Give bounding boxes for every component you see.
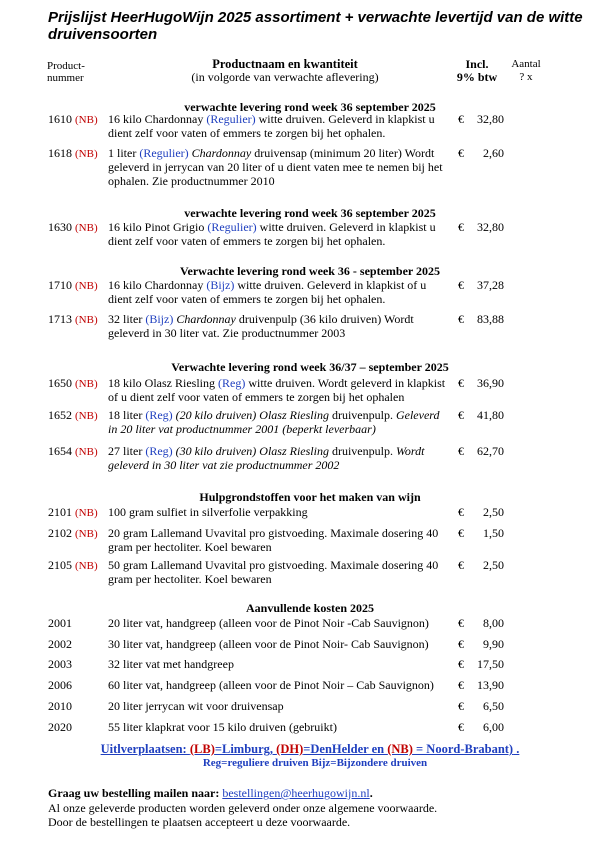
order-email-line bbox=[48, 786, 373, 801]
product-price: 32,80 bbox=[477, 112, 504, 126]
product-number-value: 1654 bbox=[48, 444, 72, 458]
legend-text: . bbox=[513, 742, 520, 756]
grape-category: (Regulier) bbox=[206, 112, 256, 126]
product-number-value: 1713 bbox=[48, 312, 72, 326]
description-text: witte druiven. Geleverd in klapkist u dient zelf voor vaten of emmers te zorgen bij het ophalen. bbox=[108, 220, 436, 248]
header-num-line2: nummer bbox=[47, 72, 84, 84]
euro-sign: € bbox=[458, 558, 464, 572]
product-description bbox=[108, 637, 450, 651]
section-heading: Hulpgrondstoffen voor het maken van wijn bbox=[199, 490, 421, 504]
description-text: Wordt geleverd in 30 liter vat zie productnummer 2002 bbox=[108, 444, 425, 472]
euro-sign: € bbox=[458, 146, 464, 160]
product-price: 9,90 bbox=[483, 637, 504, 651]
description-text: 16 kilo Chardonnay bbox=[108, 112, 207, 126]
product-price: 17,50 bbox=[477, 657, 504, 671]
product-number-value: 2006 bbox=[48, 678, 72, 692]
legend-text: =Limburg, bbox=[214, 742, 277, 756]
product-description bbox=[108, 444, 450, 472]
location-tag: (NB) bbox=[75, 114, 98, 126]
product-price: 13,90 bbox=[477, 678, 504, 692]
product-price: 2,60 bbox=[483, 146, 504, 160]
product-description bbox=[108, 376, 450, 404]
product-number bbox=[48, 376, 98, 391]
product-description bbox=[108, 278, 450, 306]
euro-sign: € bbox=[458, 278, 464, 292]
header-prod-line1: Productnaam en kwantiteit bbox=[212, 57, 358, 71]
section-heading: Verwachte levering rond week 36/37 – september 2025 bbox=[171, 360, 449, 374]
grape-category: (Reg) bbox=[145, 444, 173, 458]
description-text: (20 kilo druiven) Olasz Riesling bbox=[175, 408, 329, 422]
description-text: witte druiven. Geleverd in klapkist u dient zelf voor vaten of emmers te zorgen bij het ophalen. bbox=[108, 112, 435, 140]
product-number bbox=[48, 312, 98, 327]
location-tag: (NB) bbox=[75, 378, 98, 390]
product-number-value: 1710 bbox=[48, 278, 72, 292]
euro-sign: € bbox=[458, 408, 464, 422]
page-title: Prijslijst HeerHugoWijn 2025 assortiment + verwachte levertijd van de witte druivensoorten bbox=[48, 9, 583, 43]
product-number bbox=[48, 657, 72, 671]
product-number bbox=[48, 505, 98, 520]
legend-grape-types: Reg=reguliere druiven Bijz=Bijzondere druiven bbox=[202, 757, 428, 769]
legend-nb: (NB) bbox=[387, 742, 413, 756]
product-number-value: 2010 bbox=[48, 699, 72, 713]
euro-sign: € bbox=[458, 678, 464, 692]
location-tag: (NB) bbox=[75, 446, 98, 458]
euro-sign: € bbox=[458, 720, 464, 734]
legend-lb: (LB) bbox=[189, 742, 215, 756]
header-incl-line1: Incl. bbox=[465, 57, 489, 71]
description-text: 55 liter klapkrat voor 15 kilo druiven (gebruikt) bbox=[108, 720, 337, 734]
product-number-value: 2020 bbox=[48, 720, 72, 734]
product-number-value: 1618 bbox=[48, 146, 72, 160]
product-number-value: 1652 bbox=[48, 408, 72, 422]
product-price: 62,70 bbox=[477, 444, 504, 458]
description-text: 16 kilo Chardonnay bbox=[108, 278, 207, 292]
product-number bbox=[48, 720, 72, 734]
euro-sign: € bbox=[458, 657, 464, 671]
description-text: Chardonnay bbox=[176, 312, 236, 326]
location-tag: (NB) bbox=[75, 410, 98, 422]
location-tag: (NB) bbox=[75, 280, 98, 292]
euro-sign: € bbox=[458, 220, 464, 234]
description-text: witte druiven. Wordt geleverd in klapkist of u dient zelf voor vaten of emmers te zorgen bij het ophalen bbox=[108, 376, 446, 404]
product-price: 2,50 bbox=[483, 558, 504, 572]
product-number-value: 2001 bbox=[48, 616, 72, 630]
product-description bbox=[108, 616, 450, 630]
product-number bbox=[48, 278, 98, 293]
product-number bbox=[48, 112, 98, 127]
description-text: 20 gram Lallemand Uvavital pro gistvoeding. Maximale dosering 40 gram per hectoliter. Koel bewaren bbox=[108, 526, 439, 554]
product-number-value: 2105 bbox=[48, 558, 72, 572]
header-num-line1: Product- bbox=[47, 60, 85, 72]
terms-text bbox=[48, 801, 588, 829]
location-tag: (NB) bbox=[75, 314, 98, 326]
description-text: druivensap (minimum 20 liter) Wordt geleverd in jerrycan van 20 liter of u dient vaten mee te nemen bij het ophalen. Zie productnummer 2010 bbox=[108, 146, 443, 188]
product-number bbox=[48, 220, 98, 235]
order-email-end: . bbox=[369, 786, 373, 800]
euro-sign: € bbox=[458, 312, 464, 326]
grape-category: (Bijz) bbox=[145, 312, 174, 326]
euro-sign: € bbox=[458, 637, 464, 651]
product-number bbox=[48, 637, 72, 651]
location-tag: (NB) bbox=[75, 507, 98, 519]
euro-sign: € bbox=[458, 616, 464, 630]
euro-sign: € bbox=[458, 505, 464, 519]
legend-text: Uitlverplaatsen: bbox=[100, 742, 190, 756]
product-description bbox=[108, 505, 450, 519]
order-email-link[interactable]: bestellingen@heerhugowijn.nl bbox=[222, 786, 370, 800]
product-description bbox=[108, 312, 450, 340]
product-number bbox=[48, 699, 72, 713]
product-number-value: 1630 bbox=[48, 220, 72, 234]
description-text: 50 gram Lallemand Uvavital pro gistvoeding. Maximale dosering 40 gram per hectoliter. Koel bewaren bbox=[108, 558, 439, 586]
header-product-name bbox=[140, 58, 430, 84]
product-price: 32,80 bbox=[477, 220, 504, 234]
product-price: 1,50 bbox=[483, 526, 504, 540]
grape-category: (Reg) bbox=[218, 376, 246, 390]
product-description bbox=[108, 408, 450, 436]
product-number-value: 2003 bbox=[48, 657, 72, 671]
product-price: 41,80 bbox=[477, 408, 504, 422]
product-number bbox=[48, 444, 98, 459]
description-text: 32 liter vat met handgreep bbox=[108, 657, 234, 671]
terms-line2: Door de bestellingen te plaatsen accepteert u deze voorwaarde. bbox=[48, 815, 351, 829]
description-text: 18 liter bbox=[108, 408, 146, 422]
product-number-value: 2102 bbox=[48, 526, 72, 540]
grape-category: (Regulier) bbox=[139, 146, 189, 160]
header-product-number bbox=[47, 60, 107, 84]
product-number bbox=[48, 616, 72, 630]
description-text: 27 liter bbox=[108, 444, 146, 458]
product-description bbox=[108, 657, 450, 671]
product-price: 83,88 bbox=[477, 312, 504, 326]
euro-sign: € bbox=[458, 376, 464, 390]
description-text: 16 kilo Pinot Grigio bbox=[108, 220, 208, 234]
description-text: druivenpulp (36 kilo druiven) Wordt geleverd in 30 liter vat. Zie productnummer 2003 bbox=[108, 312, 414, 340]
header-prod-line2: (in volgorde van verwachte aflevering) bbox=[191, 70, 379, 84]
description-text: Chardonnay bbox=[191, 146, 252, 160]
product-description bbox=[108, 720, 450, 734]
product-description bbox=[108, 112, 450, 140]
product-price: 36,90 bbox=[477, 376, 504, 390]
header-aantal-line2: ? x bbox=[519, 71, 533, 83]
location-tag: (NB) bbox=[75, 148, 98, 160]
section-heading: verwachte levering rond week 36 september 2025 bbox=[184, 100, 436, 114]
description-text: 32 liter bbox=[108, 312, 146, 326]
product-description bbox=[108, 558, 450, 586]
product-price: 2,50 bbox=[483, 505, 504, 519]
euro-sign: € bbox=[458, 112, 464, 126]
description-text: 60 liter vat, handgreep (alleen voor de Pinot Noir – Cab Sauvignon) bbox=[108, 678, 434, 692]
location-tag: (NB) bbox=[75, 560, 98, 572]
product-number bbox=[48, 526, 98, 541]
header-incl-line2: 9% btw bbox=[456, 70, 498, 84]
description-text: (30 kilo druiven) Olasz Riesling bbox=[175, 444, 329, 458]
product-description bbox=[108, 678, 450, 692]
product-price: 6,50 bbox=[483, 699, 504, 713]
order-email-label: Graag uw bestelling mailen naar: bbox=[48, 786, 223, 800]
product-number-value: 2101 bbox=[48, 505, 72, 519]
product-description bbox=[108, 699, 450, 713]
product-number bbox=[48, 408, 98, 423]
grape-category: (Reg) bbox=[145, 408, 173, 422]
description-text: Geleverd in 20 liter vat productnummer 2001 (beperkt leverbaar) bbox=[108, 408, 440, 436]
location-tag: (NB) bbox=[75, 222, 98, 234]
product-description bbox=[108, 146, 450, 188]
product-description bbox=[108, 220, 450, 248]
product-price: 6,00 bbox=[483, 720, 504, 734]
description-text: druivenpulp. bbox=[328, 408, 396, 422]
product-price: 37,28 bbox=[477, 278, 504, 292]
euro-sign: € bbox=[458, 526, 464, 540]
grape-category: (Bijz) bbox=[206, 278, 235, 292]
product-price: 8,00 bbox=[483, 616, 504, 630]
description-text: witte druiven. Geleverd in klapkist of u dient zelf voor vaten of emmers te zorgen bij het ophalen. bbox=[108, 278, 427, 306]
header-aantal bbox=[508, 58, 544, 84]
product-number bbox=[48, 558, 98, 573]
description-text: 30 liter vat, handgreep (alleen voor de Pinot Noir- Cab Sauvignon) bbox=[108, 637, 429, 651]
location-tag: (NB) bbox=[75, 528, 98, 540]
description-text: druivenpulp. bbox=[328, 444, 396, 458]
terms-line1: Al onze geleverde producten worden geleverd onder onze algemene voorwaarde. bbox=[48, 801, 438, 815]
product-number-value: 1610 bbox=[48, 112, 72, 126]
header-aantal-line1: Aantal bbox=[511, 58, 541, 70]
product-number-value: 2002 bbox=[48, 637, 72, 651]
product-number bbox=[48, 146, 98, 161]
legend-locations bbox=[70, 742, 550, 757]
legend-text: =DenHelder en bbox=[303, 742, 388, 756]
section-heading: Aanvullende kosten 2025 bbox=[245, 601, 375, 615]
section-heading: Verwachte levering rond week 36 - september 2025 bbox=[179, 264, 441, 278]
grape-category: (Regulier) bbox=[207, 220, 257, 234]
description-text: 18 kilo Olasz Riesling bbox=[108, 376, 218, 390]
description-text: 20 liter jerrycan wit voor druivensap bbox=[108, 699, 284, 713]
section-heading: verwachte levering rond week 36 september 2025 bbox=[184, 206, 436, 220]
product-number-value: 1650 bbox=[48, 376, 72, 390]
description-text: 1 liter bbox=[108, 146, 140, 160]
euro-sign: € bbox=[458, 444, 464, 458]
product-description bbox=[108, 526, 450, 554]
product-number bbox=[48, 678, 72, 692]
legend-text: = Noord-Brabant) bbox=[412, 742, 514, 756]
legend-dh: (DH) bbox=[276, 742, 304, 756]
euro-sign: € bbox=[458, 699, 464, 713]
description-text: 100 gram sulfiet in silverfolie verpakking bbox=[108, 505, 308, 519]
header-incl-btw bbox=[452, 58, 502, 84]
description-text: 20 liter vat, handgreep (alleen voor de Pinot Noir -Cab Sauvignon) bbox=[108, 616, 429, 630]
